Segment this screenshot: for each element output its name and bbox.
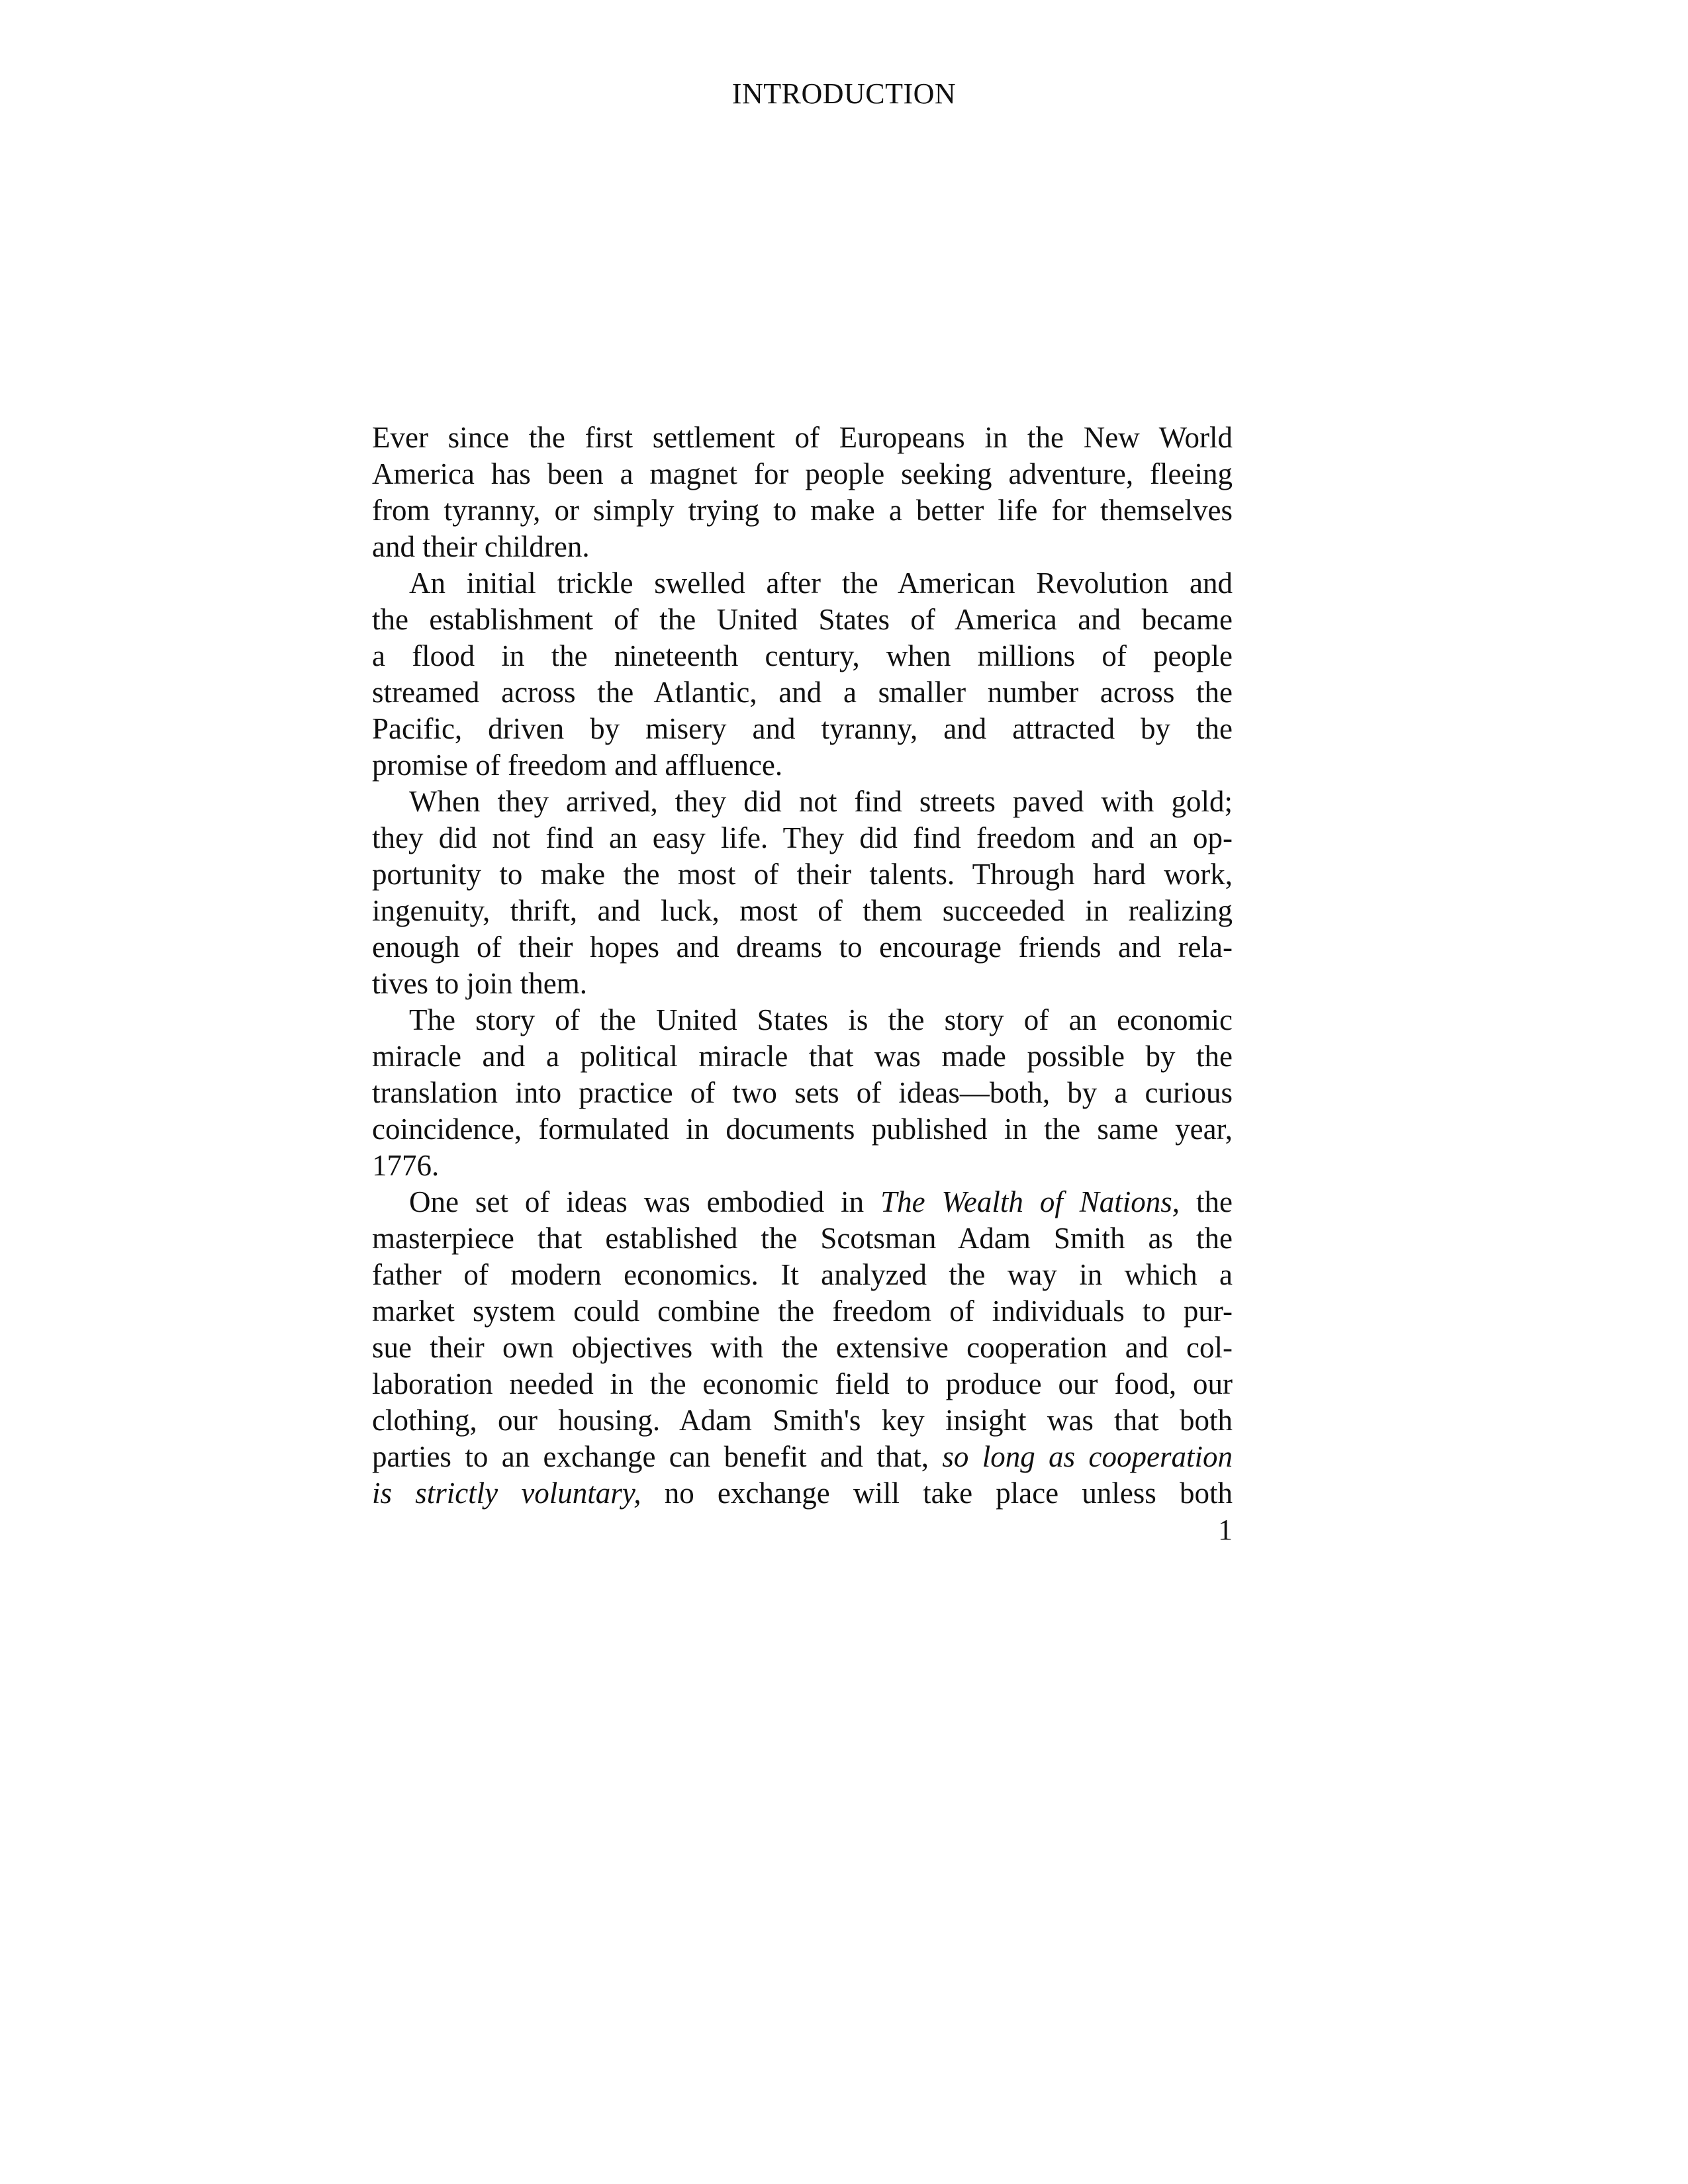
text-line: a flood in the nineteenth century, when millions of people bbox=[372, 639, 1233, 672]
body-text bbox=[372, 420, 1233, 1512]
text-line: father of modern economics. It analyzed the way in which a bbox=[372, 1258, 1233, 1291]
text-line: promise of freedom and affluence. bbox=[372, 749, 783, 782]
text-line: Pacific, driven by misery and tyranny, and attracted by the bbox=[372, 712, 1233, 745]
text-line: market system could combine the freedom of individuals to pur- bbox=[372, 1295, 1233, 1328]
text-line: sue their own objectives with the extensive cooperation and col- bbox=[372, 1331, 1233, 1364]
text-line: America has been a magnet for people seeking adventure, fleeing bbox=[372, 457, 1233, 490]
text-line: enough of their hopes and dreams to encourage friends and rela- bbox=[372, 931, 1233, 964]
text-line: 1776. bbox=[372, 1149, 440, 1182]
text-line: miracle and a political miracle that was made possible by the bbox=[372, 1040, 1233, 1073]
book-title: The Wealth of Nations, bbox=[880, 1185, 1180, 1218]
text-line: streamed across the Atlantic, and a smaller number across the bbox=[372, 676, 1233, 709]
page-number: 1 bbox=[1218, 1514, 1233, 1546]
text-line: from tyranny, or simply trying to make a better life for themselves bbox=[372, 494, 1233, 527]
text-line: ingenuity, thrift, and luck, most of them succeeded in realizing bbox=[372, 894, 1233, 927]
text-line: masterpiece that established the Scotsman Adam Smith as the bbox=[372, 1222, 1233, 1255]
text-segment: the bbox=[1180, 1185, 1233, 1218]
emphasis: so long as cooperation bbox=[942, 1440, 1233, 1473]
text-line: they did not find an easy life. They did find freedom and an op- bbox=[372, 821, 1233, 854]
running-head: INTRODUCTION bbox=[731, 77, 957, 110]
text-line: When they arrived, they did not find streets paved with gold; bbox=[409, 785, 1233, 818]
text-line: coincidence, formulated in documents published in the same year, bbox=[372, 1113, 1233, 1146]
text-line: The story of the United States is the story of an economic bbox=[409, 1003, 1233, 1036]
text-line: clothing, our housing. Adam Smith's key insight was that both bbox=[372, 1404, 1233, 1437]
text-line: Ever since the first settlement of Europeans in the New World bbox=[372, 421, 1233, 454]
text-line: laboration needed in the economic field to produce our food, our bbox=[372, 1367, 1233, 1400]
text-line: and their children. bbox=[372, 530, 590, 563]
text-segment: One set of ideas was embodied in bbox=[409, 1185, 881, 1218]
text-line bbox=[372, 1439, 1233, 1475]
text-line bbox=[372, 1475, 1233, 1512]
text-line: tives to join them. bbox=[372, 967, 587, 1000]
text-line: portunity to make the most of their talents. Through hard work, bbox=[372, 858, 1233, 891]
text-line: An initial trickle swelled after the American Revolution and bbox=[409, 567, 1233, 600]
emphasis: is strictly voluntary, bbox=[372, 1477, 641, 1510]
text-segment: parties to an exchange can benefit and that, bbox=[372, 1440, 943, 1473]
text-line bbox=[372, 1184, 1233, 1220]
text-line: the establishment of the United States of America and became bbox=[372, 603, 1233, 636]
text-line: translation into practice of two sets of ideas—both, by a curious bbox=[372, 1076, 1233, 1109]
text-segment: no exchange will take place unless both bbox=[641, 1477, 1233, 1510]
